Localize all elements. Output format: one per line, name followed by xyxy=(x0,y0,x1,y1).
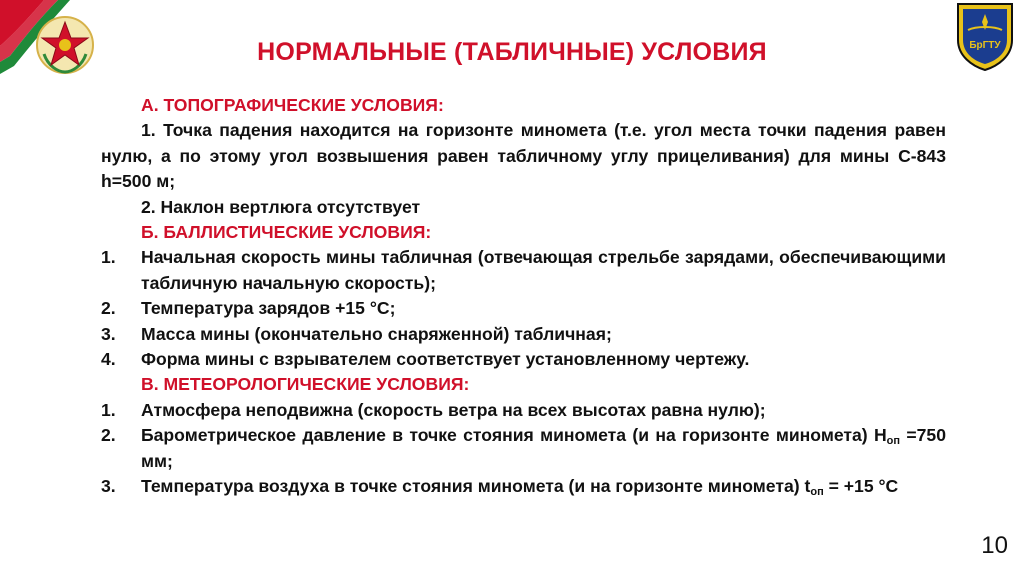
list-item-text: Начальная скорость мины табличная (отвечающая стрельбе зарядами, обеспечивающими табличную начальную скорость); xyxy=(141,247,946,293)
list-item-number: 2. xyxy=(101,298,116,319)
section-a-item-1: 1. Точка падения находится на горизонте миномета (т.е. угол места точки падения равен нулю, а по этому угол возвышения равен табличному углу прицеливания) для мины С-843 h=500 м; xyxy=(101,120,946,192)
subscript: оп xyxy=(886,435,901,448)
slide-content xyxy=(101,93,946,500)
list-item-number: 3. xyxy=(101,323,116,344)
list-item-number: 1. xyxy=(101,247,116,268)
list-item-text: Масса мины (окончательно снаряженной) табличная; xyxy=(141,323,612,344)
text-segment: = +15 °С xyxy=(823,476,899,497)
list-item xyxy=(101,245,946,296)
list-item-text xyxy=(141,423,946,474)
list-item xyxy=(101,474,946,499)
text-segment: =750 мм; xyxy=(141,425,946,471)
subscript: оп xyxy=(810,486,824,499)
section-b-heading: Б. БАЛЛИСТИЧЕСКИЕ УСЛОВИЯ: xyxy=(141,222,432,243)
text-segment: Температура воздуха в точке стояния миномета (и на горизонте миномета) t xyxy=(141,476,811,497)
section-a-item-2: 2. Наклон вертлюга отсутствует xyxy=(141,196,421,217)
text-segment: Барометрическое давление в точке стояния миномета (и на горизонте миномета) Н xyxy=(141,425,887,446)
section-a-heading: А. ТОПОГРАФИЧЕСКИЕ УСЛОВИЯ: xyxy=(141,95,444,115)
list-item xyxy=(101,347,946,372)
list-item-number: 3. xyxy=(101,476,116,497)
list-item-text: Температура зарядов +15 °С; xyxy=(141,298,396,319)
list-item xyxy=(101,296,946,321)
list-item-text: Атмосфера неподвижна (скорость ветра на всех высотах равна нулю); xyxy=(141,399,766,420)
list-item-number: 4. xyxy=(101,349,116,370)
section-v-heading: В. МЕТЕОРОЛОГИЧЕСКИЕ УСЛОВИЯ: xyxy=(141,374,470,395)
list-item-text: Форма мины с взрывателем соответствует установленному чертежу. xyxy=(141,349,750,370)
list-item xyxy=(101,322,946,347)
crest-logo-text: БрГТУ xyxy=(969,40,1001,51)
list-item-number: 1. xyxy=(101,399,116,420)
slide-title: НОРМАЛЬНЫЕ (ТАБЛИЧНЫЕ) УСЛОВИЯ xyxy=(257,38,767,66)
list-item xyxy=(101,398,946,423)
list-item-number: 2. xyxy=(101,425,116,446)
list-item xyxy=(101,423,946,474)
page-number: 10 xyxy=(981,532,1008,559)
list-item-text xyxy=(141,474,946,499)
